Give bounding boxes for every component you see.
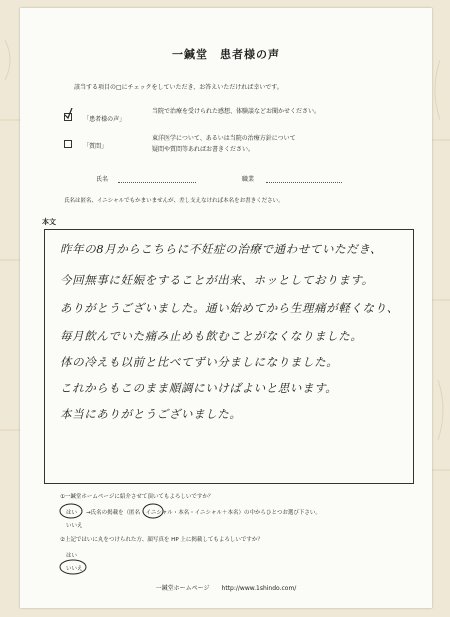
option-patient-voice[interactable]: [64, 106, 125, 125]
handwritten-line: ありがとうございました。通い始めてから生理痛が軽くなり、: [60, 301, 399, 315]
handwritten-line: これからもこのまま順調にいけばよいと思います。: [60, 381, 338, 395]
handwritten-line: 今回無事に妊娠をすることが出来、ホッとしております。: [60, 273, 374, 287]
q1-detail: →氏名の掲載を（匿名・イニシャル・本名・イニシャル＋本名）の中からひとつお選び下さい。: [86, 510, 321, 516]
q2-yes-option[interactable]: はい: [66, 553, 78, 559]
name-label: 氏名: [96, 176, 109, 183]
checkbox-question[interactable]: [64, 140, 72, 148]
option-description: 東洋医学について、あるいは当院の治療方針について: [152, 135, 296, 142]
form-title: 一鍼堂 患者様の声: [172, 48, 280, 61]
occupation-label: 職業: [242, 176, 255, 183]
handwritten-line: 体の冷えも以前と比べてずい分ましになりました。: [60, 355, 339, 369]
question-1: ①一鍼堂ホームページに紹介させて頂いてもよろしいですか？: [60, 494, 214, 500]
option-description: 疑問や質問等あればお書きください。: [152, 146, 255, 153]
name-note: 氏名は匿名、イニシャルでもかまいませんが、差し支えなければ本名をお書きください。: [64, 198, 284, 204]
handwritten-line: 毎月飲んでいた痛み止めも飲むことがなくなりました。: [60, 329, 363, 343]
q1-yes-option[interactable]: はい: [66, 510, 78, 516]
q1-no-option[interactable]: いいえ: [66, 523, 83, 529]
question-2: ②上記ではいに丸をつけられた方、顔写真を HP 上に掲載してもよろしいですか？: [60, 537, 263, 543]
option-description: 当院で治療を受けられた感想、体験談などお聞かせください。: [152, 108, 321, 115]
q1-yes-circle: [58, 502, 84, 520]
check-mark-icon: [64, 108, 74, 120]
option-label: 「患者様の声」: [83, 116, 126, 123]
form-sheet: [20, 8, 432, 608]
form-intro: 該当する項目の□にチェックをしていただき、お答えいただければ幸いです。: [74, 84, 283, 91]
footer-url: 一鍼堂ホームページ http://www.1shindo.com/: [155, 585, 297, 592]
option-question[interactable]: [64, 133, 107, 152]
anonymous-circle: [142, 502, 164, 520]
body-label: 本文: [42, 218, 56, 226]
occupation-field[interactable]: [266, 182, 342, 183]
handwritten-line: 本当にありがとうございました。: [60, 407, 242, 421]
name-field[interactable]: [118, 182, 196, 183]
q2-no-option[interactable]: いいえ: [66, 566, 83, 572]
q2-no-circle: [58, 558, 88, 576]
checkbox-patient-voice[interactable]: [64, 113, 72, 121]
handwritten-line: 昨年の8月からこちらに不妊症の治療で通わせていただき、: [60, 242, 383, 256]
option-label: 「質問」: [83, 143, 108, 150]
